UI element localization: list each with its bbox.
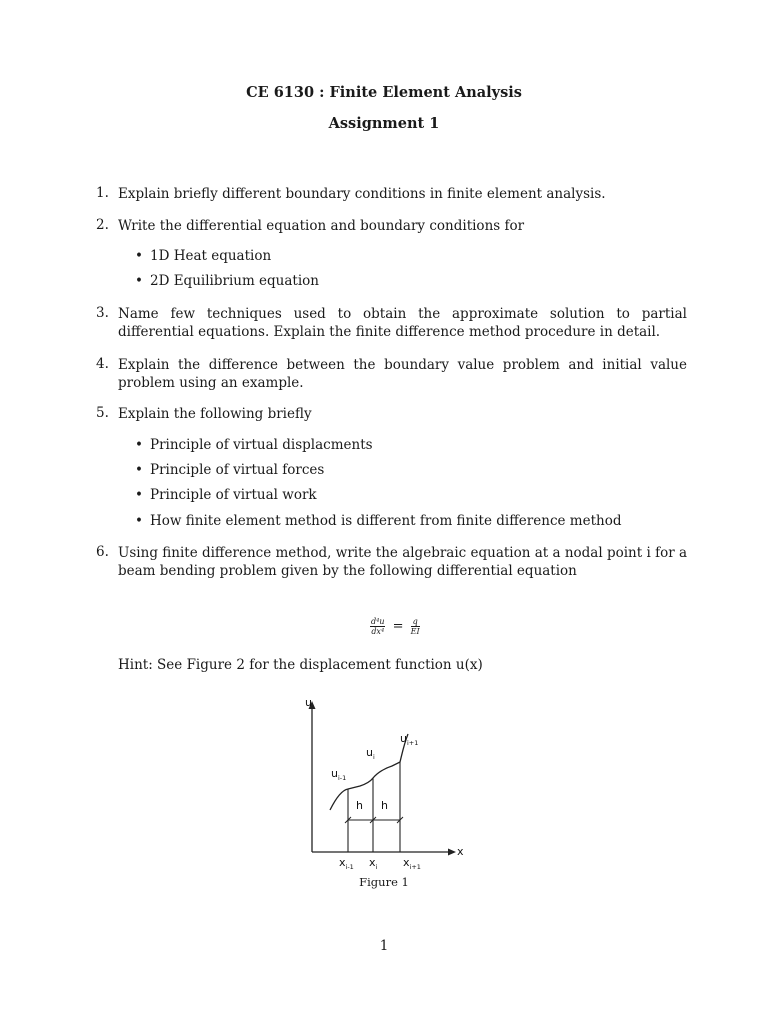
question-text: Write the differential equation and boundary conditions for [118,218,525,234]
u-label-i: $u_i$ [366,746,375,761]
page-number: 1 [379,938,389,954]
bullet-icon: • [135,487,143,503]
y-axis-label: u [305,696,312,709]
question-text: Explain briefly different boundary conditions in finite element analysis. [118,186,606,202]
bullet-icon: • [135,437,143,453]
question-number: 6. [96,544,109,560]
u-label-i-plus-1: $u_{i+1}$ [400,732,419,747]
question-text: Explain the following briefly [118,406,312,422]
spacing-label-right: h [381,799,388,812]
assignment-title: Assignment 1 [328,115,440,132]
bullet-item: Principle of virtual forces [150,462,325,478]
hint-text: Hint: See Figure 2 for the displacement function u(x) [118,657,483,673]
u-label-i-minus-1: $u_{i-1}$ [331,767,347,782]
equals-sign: = [392,619,404,634]
lhs-fraction [370,617,385,636]
figure-background [300,692,472,874]
question-number: 4. [96,356,109,372]
bullet-icon: • [135,513,143,529]
spacing-label-left: h [356,799,363,812]
bullet-item: 1D Heat equation [150,248,272,264]
bullet-icon: • [135,248,143,264]
bullet-item: Principle of virtual displacments [150,437,373,453]
rhs-numerator: q [412,617,418,626]
x-label-i: $x_i$ [369,856,378,871]
lhs-denominator: dx⁴ [371,627,385,636]
document-title: CE 6130 : Finite Element Analysis [246,84,522,101]
question-number: 5. [96,405,109,421]
question-number: 1. [96,185,109,201]
displacement-figure [300,692,472,874]
bullet-icon: • [135,273,143,289]
x-label-i-minus-1: $x_{i-1}$ [339,856,354,871]
question-number: 3. [96,305,109,321]
rhs-fraction [411,617,420,636]
question-text: Explain the difference between the boundary value problem and initial value problem using an example. [118,357,687,391]
rhs-denominator: EI [410,627,420,636]
question-text: Using finite difference method, write the algebraic equation at a nodal point i for a beam bending problem given by the following differential equation [118,545,687,579]
figure-caption: Figure 1 [359,875,409,889]
differential-equation [370,617,420,636]
lhs-numerator: d⁴u [371,617,385,626]
bullet-icon: • [135,462,143,478]
bullet-item: How finite element method is different from finite difference method [150,513,622,529]
bullet-item: Principle of virtual work [150,487,317,503]
x-label-i-plus-1: $x_{i+1}$ [403,856,421,871]
bullet-item: 2D Equilibrium equation [150,273,319,289]
x-axis-label: x [457,845,464,858]
question-number: 2. [96,217,109,233]
question-text: Name few techniques used to obtain the approximate solution to partial differential equations. Explain the finite difference method procedure in detail. [118,306,687,340]
